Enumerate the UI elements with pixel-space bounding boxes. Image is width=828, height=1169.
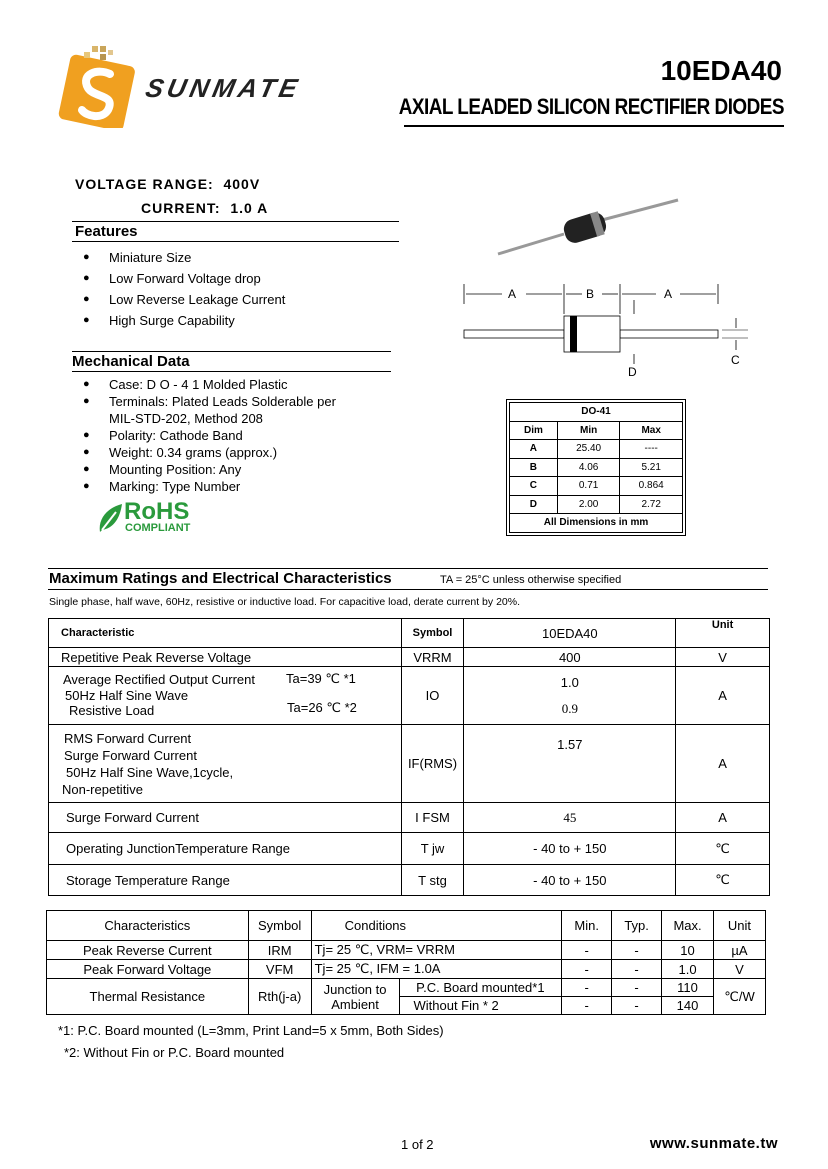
dim-cell: 25.40 [557,440,620,459]
feature-item: ● Miniature Size [75,249,285,266]
el-min: - [562,960,612,979]
table-row [49,725,770,803]
dim-label-c: C [731,353,740,367]
dim-table-footer: All Dimensions in mm [510,514,683,533]
el-header: Typ. [612,911,662,941]
table-row [49,833,770,865]
dim-cell: 5.21 [620,458,683,477]
el-characteristic: Thermal Resistance [47,979,249,1015]
mechanical-item: ● Mounting Position: Any [75,461,336,478]
mechanical-item: ● Polarity: Cathode Band [75,427,336,444]
el-condition-b: Without Fin * 2 [399,997,562,1015]
ratings-title: Maximum Ratings and Electrical Characteristics [49,570,392,587]
el-typ: - [612,979,662,997]
table-row [49,803,770,833]
rating-symbol: VRRM [401,648,464,667]
electrical-table [46,910,766,1015]
rating-symbol: IO [401,667,464,725]
dim-label-a2: A [664,287,673,301]
el-symbol: IRM [248,941,311,960]
rating-unit: A [676,667,770,725]
dimension-table-frame [506,399,686,536]
el-typ: - [612,960,662,979]
el-characteristic: Peak Forward Voltage [47,960,249,979]
dim-cell: A [510,440,558,459]
rohs-main: RoHS [124,498,190,525]
features-top-rule [72,221,399,222]
el-header: Unit [713,911,765,941]
max-ratings-table [48,618,770,896]
el-unit: V [713,960,765,979]
rating-unit: A [676,725,770,803]
rating-value: 1.57 [464,725,676,803]
mechanical-item: ● Terminals: Plated Leads Solderable per [75,393,336,410]
ratings-condition: TA = 25°C unless otherwise specified [440,574,622,586]
dim-header-max: Max [620,421,683,440]
voltage-value: 400V [223,176,261,192]
current-rating [141,200,268,216]
feature-item: ● Low Reverse Leakage Current [75,291,285,308]
ratings-top-rule [48,568,768,569]
rating-value [464,667,676,725]
dim-cell: 0.864 [620,477,683,496]
product-subtitle: AXIAL LEADED SILICON RECTIFIER DIODES [398,94,784,119]
rating-unit: ℃ [676,833,770,865]
rating-line: Average Rectified Output Current [63,672,255,688]
rating-value: - 40 to + 150 [464,865,676,896]
rating-line: Non-repetitive [62,781,143,797]
dim-header-min: Min [557,421,620,440]
rating-value: 400 [464,648,676,667]
table-row [47,960,766,979]
table-row [510,495,683,514]
header-rule [404,125,784,127]
table-row [510,440,683,459]
rating-line: 50Hz Half Sine Wave,1cycle, [66,764,234,780]
el-min: - [562,979,612,997]
dim-table-title: DO-41 [510,403,683,422]
table-row [49,619,770,648]
rating-unit: V [676,648,770,667]
sunmate-logo-icon [58,44,138,128]
dim-cell: D [510,495,558,514]
rating-value-2: 0.9 [561,700,578,716]
website-link[interactable]: www.sunmate.tw [649,1135,778,1152]
el-max: 140 [662,997,714,1015]
dimension-table [509,402,683,533]
rating-characteristic: Repetitive Peak Reverse Voltage [49,648,402,667]
table-row [49,648,770,667]
features-bottom-rule [72,241,399,242]
table-row [47,911,766,941]
table-row [510,458,683,477]
el-condition: Tj= 25 ℃, IFM = 1.0A [311,960,562,979]
header-unit: Unit [676,619,770,648]
dim-label-d: D [628,365,637,379]
dim-label-b: B [586,287,595,301]
el-min: - [562,941,612,960]
rating-characteristic [49,667,402,725]
el-max: 1.0 [662,960,714,979]
mechanical-title: Mechanical Data [72,353,190,370]
voltage-range [75,176,260,192]
dim-cell: 0.71 [557,477,620,496]
table-row [49,667,770,725]
features-list [75,249,285,329]
header-characteristic: Characteristic [49,619,402,648]
table-row [47,941,766,960]
mechanical-item: ● Weight: 0.34 grams (approx.) [75,444,336,461]
el-max: 10 [662,941,714,960]
table-row [49,865,770,896]
rating-value: - 40 to + 150 [464,833,676,865]
feature-item: ● Low Forward Voltage drop [75,270,285,287]
rating-line: Resistive Load [69,703,155,719]
dim-cell: C [510,477,558,496]
footnote-1: *1: P.C. Board mounted (L=3mm, Print Land=5 x 5mm, Both Sides) [58,1023,444,1038]
feature-item: ● High Surge Capability [75,312,285,329]
dim-cell: 4.06 [557,458,620,477]
el-typ: - [612,997,662,1015]
rating-unit: A [676,803,770,833]
el-header: Conditions [311,911,562,941]
rating-characteristic: Surge Forward Current [49,803,402,833]
current-value: 1.0 A [230,200,269,216]
mechanical-top-rule [72,351,391,352]
voltage-label: VOLTAGE RANGE: [75,176,214,192]
rating-characteristic: Operating JunctionTemperature Range [49,833,402,865]
el-condition: Tj= 25 ℃, VRM= VRRM [311,941,562,960]
el-header: Max. [662,911,714,941]
rating-symbol: IF(RMS) [401,725,464,803]
rating-line: Surge Forward Current [64,747,197,763]
dim-header-dim: Dim [510,421,558,440]
el-condition-main: Junction to Ambient [311,979,399,1015]
ratings-note: Single phase, half wave, 60Hz, resistive or inductive load. For capacitive load, derate current by 20%. [49,596,520,608]
el-max: 110 [662,979,714,997]
mechanical-item: ● Case: D O - 4 1 Molded Plastic [75,376,336,393]
el-header: Min. [562,911,612,941]
mechanical-bottom-rule [72,371,391,372]
footnote-2: *2: Without Fin or P.C. Board mounted [64,1045,285,1060]
rating-symbol: T stg [401,865,464,896]
rating-symbol: I FSM [401,803,464,833]
brand-name: SUNMATE [142,73,304,103]
part-number: 10EDA40 [660,55,782,86]
el-symbol: VFM [248,960,311,979]
el-header: Symbol [248,911,311,941]
rating-characteristic [49,725,402,803]
el-unit: µA [713,941,765,960]
features-title: Features [75,223,138,240]
el-symbol: Rth(j-a) [248,979,311,1015]
rating-line: RMS Forward Current [64,730,192,746]
rating-condition: Ta=39 ℃ *1 [286,671,356,686]
table-row [510,477,683,496]
mechanical-item: ● Marking: Type Number [75,478,336,495]
mechanical-list [75,376,336,495]
dim-cell: 2.00 [557,495,620,514]
el-typ: - [612,941,662,960]
rohs-leaf-icon [96,502,124,534]
current-label: CURRENT: [141,200,221,216]
rohs-sub: COMPLIANT [125,522,191,534]
rating-characteristic: Storage Temperature Range [49,865,402,896]
dim-label-a: A [508,287,517,301]
el-unit: ℃/W [713,979,765,1015]
table-row [47,979,766,997]
rating-unit: ℃ [676,865,770,896]
rating-value-1: 1.0 [560,674,579,690]
el-header: Characteristics [47,911,249,941]
header-part: 10EDA40 [464,619,676,648]
el-condition-a: P.C. Board mounted*1 [399,979,562,997]
diode-dimension-drawing [460,282,750,382]
page-number: 1 of 2 [401,1137,434,1152]
diode-photo-icon [494,196,682,258]
dim-cell: B [510,458,558,477]
rating-line: 50Hz Half Sine Wave [65,687,189,703]
mechanical-item-continued: MIL-STD-202, Method 208 [109,411,263,426]
rating-symbol: T jw [401,833,464,865]
dim-cell: ---- [620,440,683,459]
ratings-bottom-rule [48,589,768,590]
el-min: - [562,997,612,1015]
rating-condition: Ta=26 ℃ *2 [287,700,357,715]
dim-cell: 2.72 [620,495,683,514]
header-symbol: Symbol [401,619,464,648]
el-characteristic: Peak Reverse Current [47,941,249,960]
rating-value: 45 [464,803,676,833]
